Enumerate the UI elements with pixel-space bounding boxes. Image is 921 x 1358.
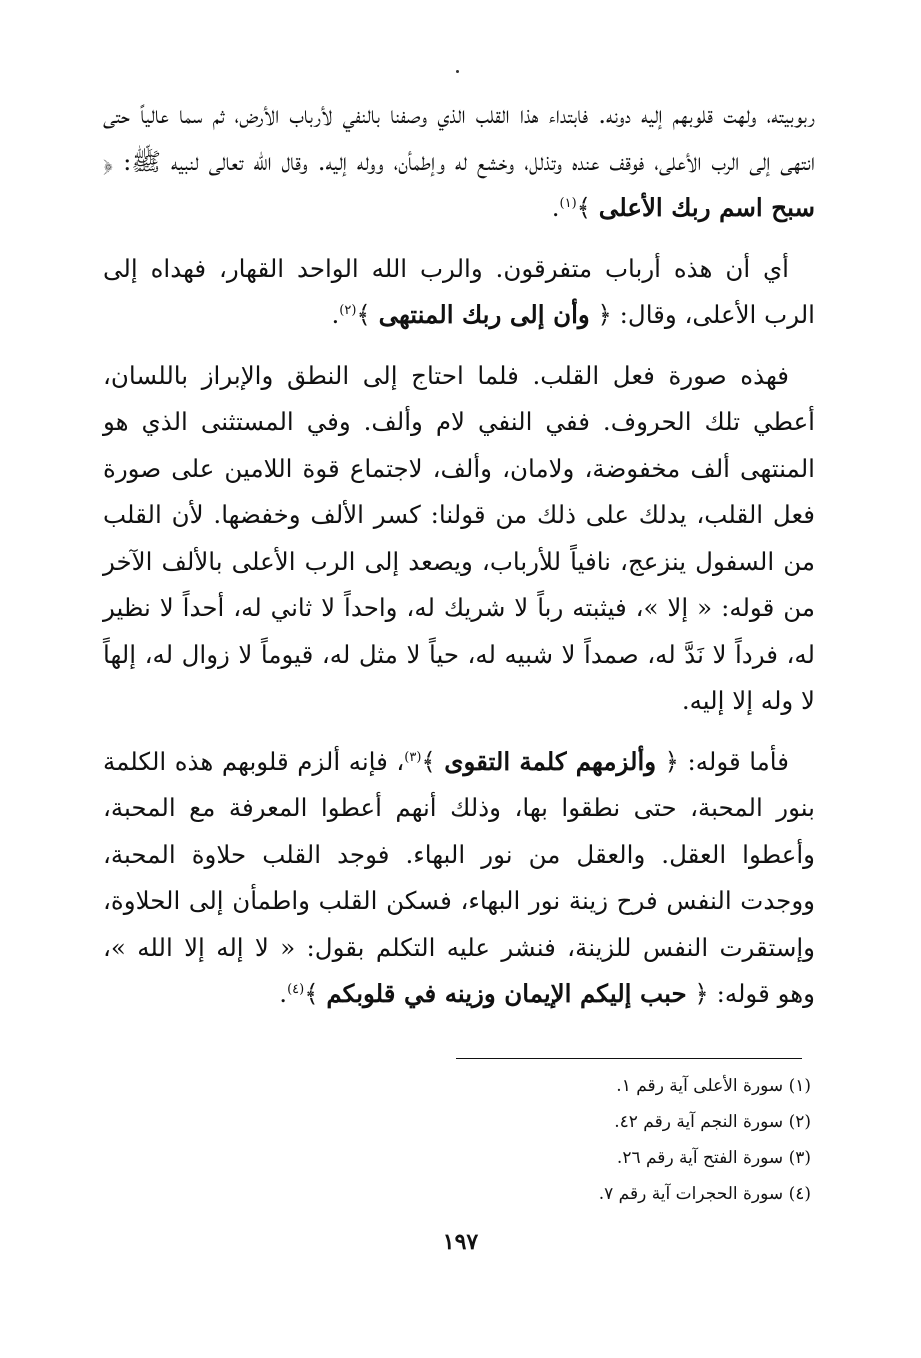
quran-text: حبب إليكم الإيمان وزينه في قلوبكم: [326, 979, 687, 1008]
paragraph: [103, 739, 815, 1018]
paragraph: [103, 92, 815, 232]
quran-bracket-close: ﴾: [576, 193, 591, 222]
quran-bracket-open: ﴿: [694, 979, 709, 1008]
footnote-4: (٤) سورة الحجرات آية رقم ٧.: [598, 1184, 811, 1204]
page-number: ١٩٧: [442, 1229, 479, 1255]
quran-text: وأن إلى ربك المنتهى: [378, 300, 590, 329]
quran-quote: [304, 979, 709, 1008]
footnotes: [451, 1068, 811, 1212]
body-text-span: .: [279, 979, 288, 1008]
body-text-span: ، فإنه ألزم قلوبهم هذه الكلمة بنور المحبة، حتى نطقوا بها، وذلك أنهم أعطوا المعرفة مع المحبة، وأعطوا العقل. والعقل من نور البهاء. فوجد القلب حلاوة المحبة، ووجدت النفس فرح زينة نور البهاء، فسكن القلب واطمأن إلى الحلاوة، وإستقرت النفس للزينة، فنشر عليه التكلم بقول: « لا إله إلا الله »، وهو قوله:: [103, 746, 815, 1008]
footnote-ref: (٣): [404, 749, 422, 765]
footnote-2: (٢) سورة النجم آية رقم ٤٢.: [614, 1112, 811, 1132]
quran-bracket-close: ﴾: [421, 746, 436, 776]
footnote-rule: [456, 1058, 802, 1059]
body-text-span: أي أن هذه أرباب متفرقون. والرب الله الواحد القهار، فهداه إلى الرب الأعلى، وقال:: [103, 253, 815, 329]
body-text-span: فأما قوله:: [678, 746, 789, 776]
body-text: [103, 92, 815, 1018]
quran-bracket-open: ﴿: [664, 746, 679, 776]
body-text-span: .: [551, 193, 560, 222]
body-text-span: ربوبيته، ولهت قلوبهم إليه دونه. فابتداء هذا القلب الذي وصفنا بالنفي لأرباب الأرض، ثم سما عالياً حتى انتهى إلى الرب الأعلى، فوقف عنده وتذلل، وخشع له وإطمأن، ووله إليه. وقال الله تعالى لنبيه ﷺ:: [103, 100, 815, 176]
page-speck: [456, 70, 459, 73]
quran-text: سبح اسم ربك الأعلى: [598, 193, 815, 222]
footnote-1: (١) سورة الأعلى آية رقم ١.: [616, 1076, 811, 1096]
quran-quote: [421, 747, 679, 776]
footnote-3: (٣) سورة الفتح آية رقم ٢٦.: [616, 1148, 811, 1168]
paragraph: [103, 353, 815, 725]
paragraph: [103, 246, 815, 339]
quran-bracket-open: ﴿: [103, 146, 114, 176]
quran-quote: [356, 300, 611, 329]
quran-text: وألزمهم كلمة التقوى: [444, 746, 657, 776]
footnote-ref: (٤): [287, 981, 305, 997]
footnote-ref: (١): [559, 195, 577, 211]
quran-bracket-open: ﴿: [597, 300, 612, 329]
quran-bracket-close: ﴾: [304, 979, 319, 1008]
body-text-span: فهذه صورة فعل القلب. فلما احتاج إلى النطق والإبراز باللسان، أعطي تلك الحروف. ففي النفي لام وألف. وفي المستثنى الذي هو المنتهى ألف مخفوضة، ولامان، وألف، لاجتماع قوة اللامين على صورة فعل القلب، يدلك على ذلك من قولنا: كسر الألف وخفضها. لأن القلب من السفول ينزعج، نافياً للأرباب، ويصعد إلى الرب الأعلى بالألف الآخر من قوله: « إلا »، فيثبته رباً لا شريك له، واحداً لا ثاني له، أحداً لا نظير له، فرداً لا نَدَّ له، صمداً لا شبيه له، حياً لا مثل له، قيوماً لا زوال له، إلهاً لا وله إلا إليه.: [103, 360, 815, 715]
quran-bracket-close: ﴾: [356, 300, 371, 329]
body-text-span: .: [331, 300, 340, 329]
footnote-ref: (٢): [339, 302, 357, 318]
